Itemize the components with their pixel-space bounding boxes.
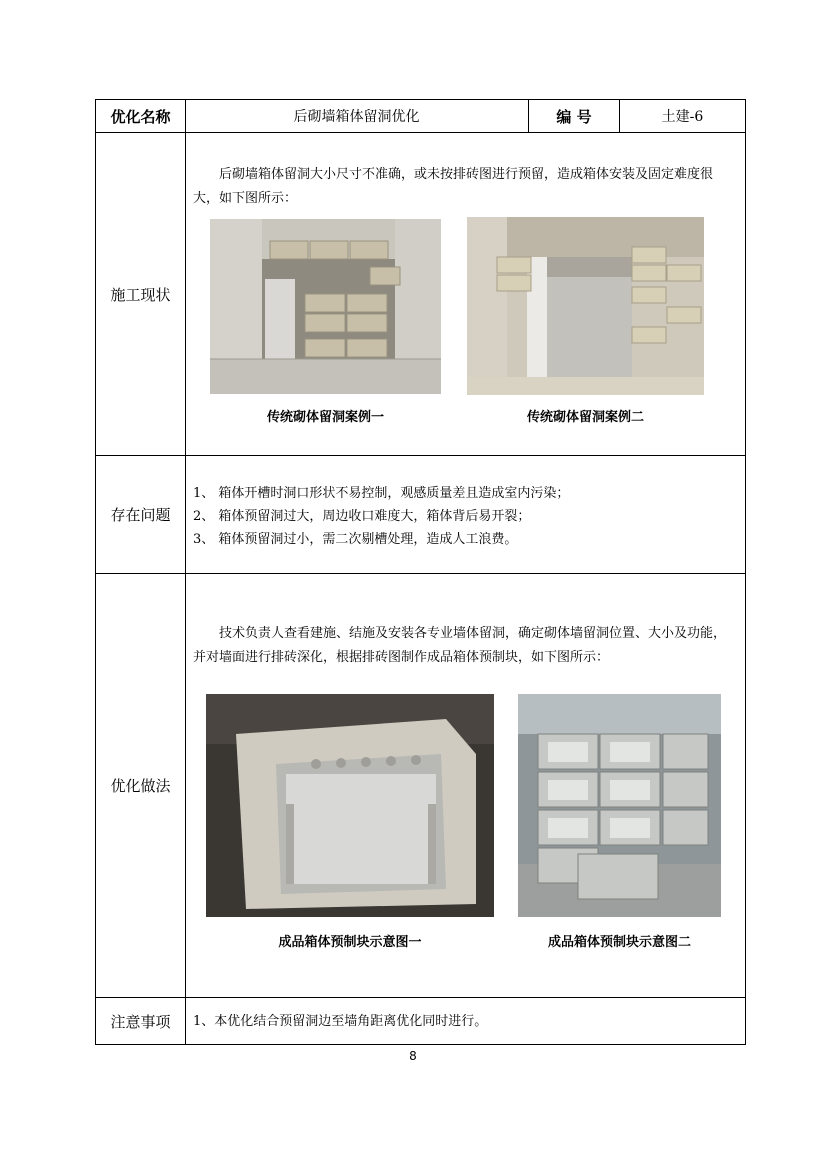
status-label: 施工现状 bbox=[96, 133, 186, 455]
page-number: 8 bbox=[409, 1049, 417, 1063]
list-item: 3、 箱体预留洞过小，需二次剔槽处理，造成人工浪费。 bbox=[193, 532, 518, 547]
method-label: 优化做法 bbox=[96, 574, 186, 997]
status-caption-1: 传统砌体留洞案例一 bbox=[266, 410, 384, 425]
status-caption-2: 传统砌体留洞案例二 bbox=[526, 410, 644, 425]
masonry-hole-photo-1 bbox=[210, 219, 441, 394]
status-row bbox=[96, 133, 745, 456]
problems-label: 存在问题 bbox=[96, 456, 186, 573]
notes-text: 1、本优化结合预留洞边至墙角距离优化同时进行。 bbox=[193, 1014, 488, 1029]
precast-box-photo-1 bbox=[206, 694, 494, 917]
number-value: 土建-6 bbox=[661, 109, 704, 125]
list-item: 1、 箱体开槽时洞口形状不易控制，观感质量差且造成室内污染； bbox=[193, 486, 570, 501]
notes-row bbox=[96, 998, 745, 1044]
problems-list bbox=[193, 482, 737, 551]
list-item: 2、 箱体预留洞过大，周边收口难度大，箱体背后易开裂； bbox=[193, 509, 531, 524]
method-text: 技术负责人查看建施、结施及安装各专业墙体留洞，确定砌体墙留洞位置、大小及功能，并对墙面进行排砖深化，根据排砖图制作成品箱体预制块，如下图所示： bbox=[193, 626, 727, 665]
optimization-title: 后砌墙箱体留洞优化 bbox=[185, 100, 529, 132]
optimization-form-table bbox=[95, 99, 746, 1045]
status-text: 后砌墙箱体留洞大小尺寸不准确，或未按排砖图进行预留，造成箱体安装及固定难度很大，如下图所示： bbox=[193, 167, 714, 206]
problems-row bbox=[96, 456, 745, 574]
method-caption-1: 成品箱体预制块示意图一 bbox=[278, 935, 422, 950]
name-label: 优化名称 bbox=[96, 100, 186, 132]
number-label: 编 号 bbox=[529, 100, 620, 132]
masonry-hole-photo-2 bbox=[467, 217, 704, 395]
precast-box-photo-2 bbox=[518, 694, 721, 917]
notes-label: 注意事项 bbox=[96, 998, 186, 1044]
method-caption-2: 成品箱体预制块示意图二 bbox=[547, 935, 691, 950]
method-row bbox=[96, 574, 745, 998]
header-row bbox=[96, 100, 745, 133]
